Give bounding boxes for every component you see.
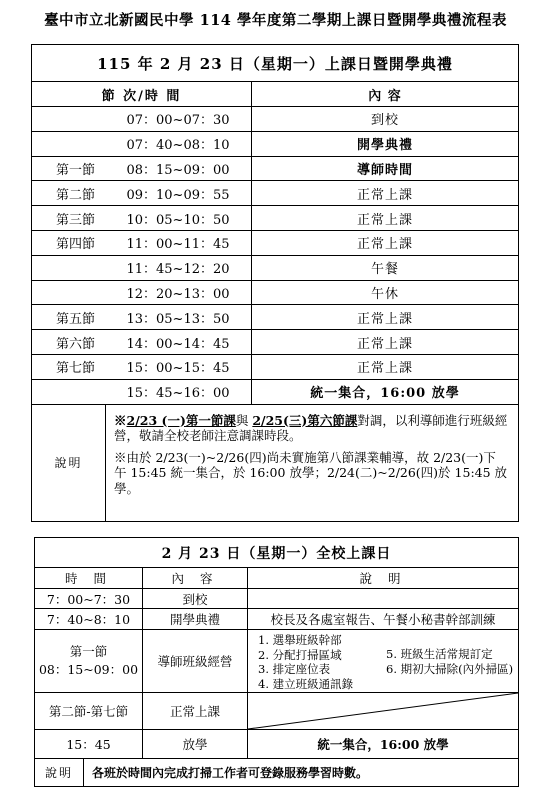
- table-row: [32, 206, 518, 231]
- table-row: [32, 281, 518, 306]
- table-row: 7：40~8：10 開學典禮 校長及各處室報告、午餐小秘書幹部訓練: [35, 609, 518, 630]
- table2-header-desc: 說 明: [359, 571, 407, 586]
- table1-notes: [32, 405, 518, 521]
- activity-cell: 正常上課: [356, 237, 413, 253]
- time-cell: 14：00~14：45: [105, 330, 252, 354]
- time-cell: 15：00~15：45: [105, 355, 252, 379]
- activity-cell: 正常上課: [356, 361, 413, 377]
- activity-cell: 開學典禮: [356, 138, 413, 154]
- period-cell: 第七節: [56, 361, 96, 377]
- homeroom-time: 第一節 08：15~09：00: [35, 630, 143, 692]
- activity-cell: 統一集合，16:00 放學: [310, 386, 460, 402]
- time-cell: 08：15~09：00: [105, 157, 252, 181]
- time-cell: 07：40~08：10: [105, 132, 252, 156]
- list-item: 6. 期初大掃除(內外掃區): [386, 661, 514, 676]
- note-1: ※2/23 (一)第一節課與 2/25(三)第六節課對調，以利導師進行班級經營，敬請全校老師注意調課時段。: [114, 412, 508, 444]
- note-2: ※由於 2/23(一)~2/26(四)尚未實施第八節課業輔導，故 2/23(一)下午 15:45 統一集合，於 16:00 放學；2/24(二)~2/26(四)於 15:45 放學。: [114, 449, 508, 496]
- list-item: 1. 選舉班級幹部: [258, 633, 342, 647]
- activity-cell: 正常上課: [356, 212, 413, 228]
- schedule-table-2: [34, 537, 519, 787]
- time-cell: 15：45~16：00: [105, 380, 252, 404]
- period-cell: [32, 281, 105, 305]
- table-row: [32, 107, 518, 132]
- table-row: 7：00~7：30 到校: [35, 589, 518, 609]
- time-cell: 12：20~13：00: [105, 281, 252, 305]
- schedule-table-1: [31, 44, 519, 522]
- table1-body: [32, 107, 518, 405]
- footer-text: 各班於時間內完成打掃工作者可登錄服務學習時數。: [92, 766, 369, 780]
- list-item: 3. 排定座位表: [258, 662, 331, 676]
- activity-cell: 導師時間: [356, 162, 413, 178]
- notes-label: 說明: [32, 405, 106, 521]
- period-cell: 第五節: [56, 311, 96, 327]
- table1-header-time: 節 次/時 間: [32, 82, 252, 106]
- tasks-left: [258, 633, 386, 691]
- footer-label: 說明: [35, 759, 84, 786]
- table2-header-row: [35, 568, 518, 589]
- table2-footer: [35, 759, 518, 786]
- list-item: 4. 建立班級通訊錄: [258, 676, 354, 691]
- tasks-right: [386, 633, 513, 676]
- period-cell: [32, 107, 105, 131]
- table1-caption: 115 年 2 月 23 日（星期一）上課日暨開學典禮: [32, 45, 518, 82]
- table-row: [32, 157, 518, 182]
- table-row: 15：45 放學 統一集合，16:00 放學: [35, 730, 518, 759]
- list-item: 5. 班級生活常規訂定: [386, 647, 493, 661]
- table-row: [32, 256, 518, 281]
- table-row: [32, 305, 518, 330]
- table1-header-row: [32, 82, 518, 107]
- time-cell: 10：05~10：50: [105, 206, 252, 230]
- list-item: 2. 分配打掃區域: [258, 647, 342, 662]
- activity-cell: 正常上課: [356, 187, 413, 203]
- activity-cell: 到校: [370, 113, 399, 129]
- period-cell: 第二節: [56, 187, 96, 203]
- table2-header-content: 內 容: [143, 568, 248, 588]
- time-cell: 09：10~09：55: [105, 181, 252, 205]
- table1-header-activity: 內 容: [368, 88, 402, 104]
- table-row: [32, 132, 518, 157]
- table-row: [32, 330, 518, 355]
- activity-cell: 正常上課: [356, 311, 413, 327]
- table-row: [32, 355, 518, 380]
- activity-cell: 午餐: [370, 262, 399, 278]
- document-title: 臺中市立北新國民中學 114 學年度第二學期上課日暨開學典禮流程表: [44, 12, 507, 29]
- period-cell: 第四節: [56, 237, 96, 253]
- period-cell: 第三節: [56, 212, 96, 228]
- table-row: [32, 231, 518, 256]
- table-row: 第一節 08：15~09：00 導師班級經營 1. 選舉班級幹部 2. 分配打掃區域 3. 排定座位表 4. 建立班級通訊錄 5. 班級生活常規訂定 6. 期初大掃除(內外掃區): [35, 630, 518, 693]
- table2-caption: 2 月 23 日（星期一）全校上課日: [35, 538, 518, 568]
- time-cell: 11：00~11：45: [105, 231, 252, 255]
- period-cell: [32, 132, 105, 156]
- diagonal-empty-cell: [248, 693, 518, 729]
- period-cell: 第一節: [56, 162, 96, 178]
- time-cell: 07：00~07：30: [105, 107, 252, 131]
- activity-cell: 正常上課: [356, 336, 413, 352]
- time-cell: 11：45~12：20: [105, 256, 252, 280]
- period-cell: 第六節: [56, 336, 96, 352]
- table2-header-time: 時 間: [35, 568, 143, 588]
- period-cell: [32, 380, 105, 404]
- table-row: [32, 181, 518, 206]
- table-row: [32, 380, 518, 405]
- notes-body: [106, 405, 518, 521]
- homeroom-tasks: [248, 630, 518, 692]
- time-cell: 13：05~13：50: [105, 305, 252, 329]
- activity-cell: 午休: [370, 286, 399, 302]
- period-cell: [32, 256, 105, 280]
- table-row: 第二節-第七節 正常上課: [35, 693, 518, 730]
